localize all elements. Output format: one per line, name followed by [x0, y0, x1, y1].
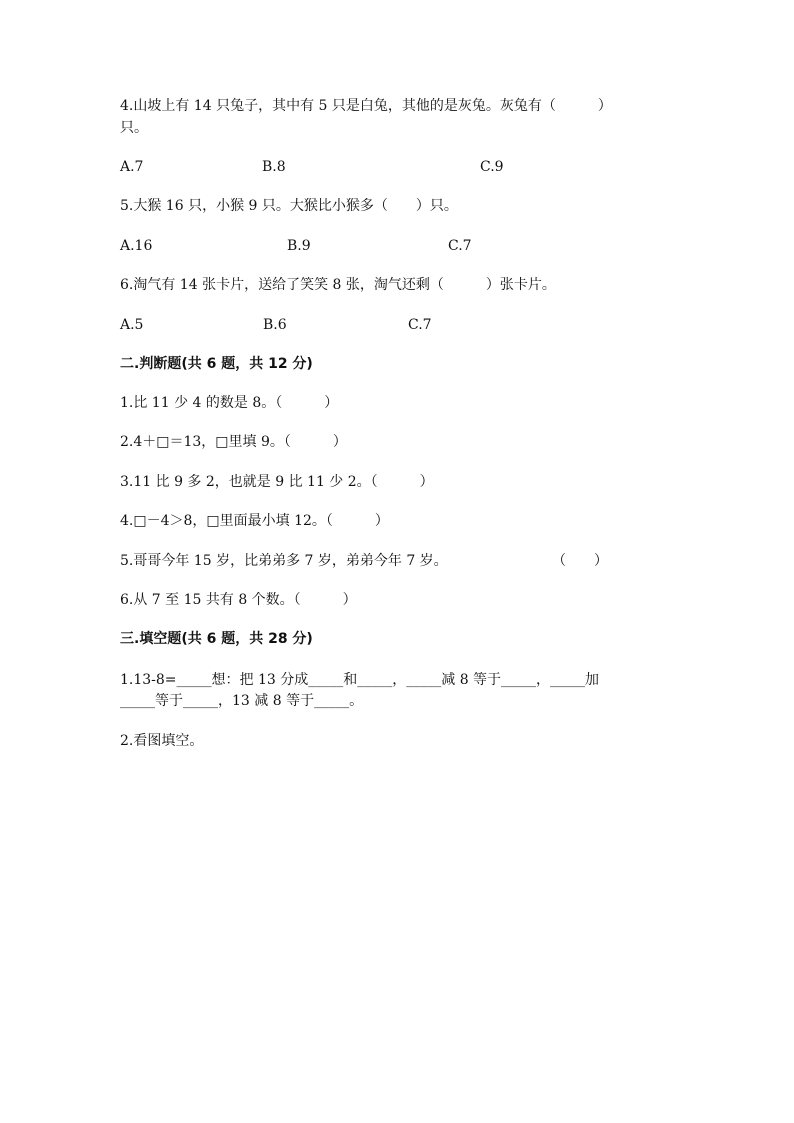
fill-question-2: 2.看图填空。	[120, 733, 204, 749]
judge-item-5: 5.哥哥今年 15 岁，比弟弟多 7 岁，弟弟今年 7 岁。	[120, 553, 448, 569]
question-6: 6.淘气有 14 张卡片，送给了笑笑 8 张，淘气还剩（ ）张卡片。	[120, 277, 556, 293]
judge-item-2: 2.4＋□＝13，□里填 9。（ ）	[120, 434, 347, 450]
judge-item-1: 1.比 11 少 4 的数是 8。（ ）	[120, 395, 339, 411]
judge-item-4: 4.□－4＞8，□里面最小填 12。（ ）	[120, 513, 389, 529]
judge-item-6: 6.从 7 至 15 共有 8 个数。（ ）	[120, 592, 357, 608]
section-title-fill: 三.填空题(共 6 题，共 28 分)	[120, 631, 313, 647]
question-6-option-c: C.7	[408, 317, 432, 333]
fill-question-1-line-1: 1.13-8=_____想：把 13 分成_____和_____，_____减 8 等于_____，_____加	[120, 672, 600, 688]
question-4-line-2: 只。	[120, 120, 148, 136]
fill-question-1-line-2: _____等于_____，13 减 8 等于_____。	[120, 693, 364, 709]
question-4-option-c: C.9	[480, 159, 504, 175]
question-5-option-a: A.16	[120, 238, 153, 254]
section-title-judge: 二.判断题(共 6 题，共 12 分)	[120, 356, 313, 372]
question-4-option-b: B.8	[262, 159, 286, 175]
judge-item-5-answer-paren: （ ）	[552, 553, 608, 569]
judge-item-3: 3.11 比 9 多 2，也就是 9 比 11 少 2。（ ）	[120, 474, 434, 490]
question-4-option-a: A.7	[120, 159, 144, 175]
question-5-option-b: B.9	[287, 238, 311, 254]
question-5: 5.大猴 16 只，小猴 9 只。大猴比小猴多（ ）只。	[120, 198, 458, 214]
question-6-option-b: B.6	[263, 317, 287, 333]
question-5-option-c: C.7	[448, 238, 472, 254]
question-4-line-1: 4.山坡上有 14 只兔子，其中有 5 只是白兔，其他的是灰兔。灰兔有（ ）	[120, 98, 612, 114]
question-6-option-a: A.5	[120, 317, 144, 333]
